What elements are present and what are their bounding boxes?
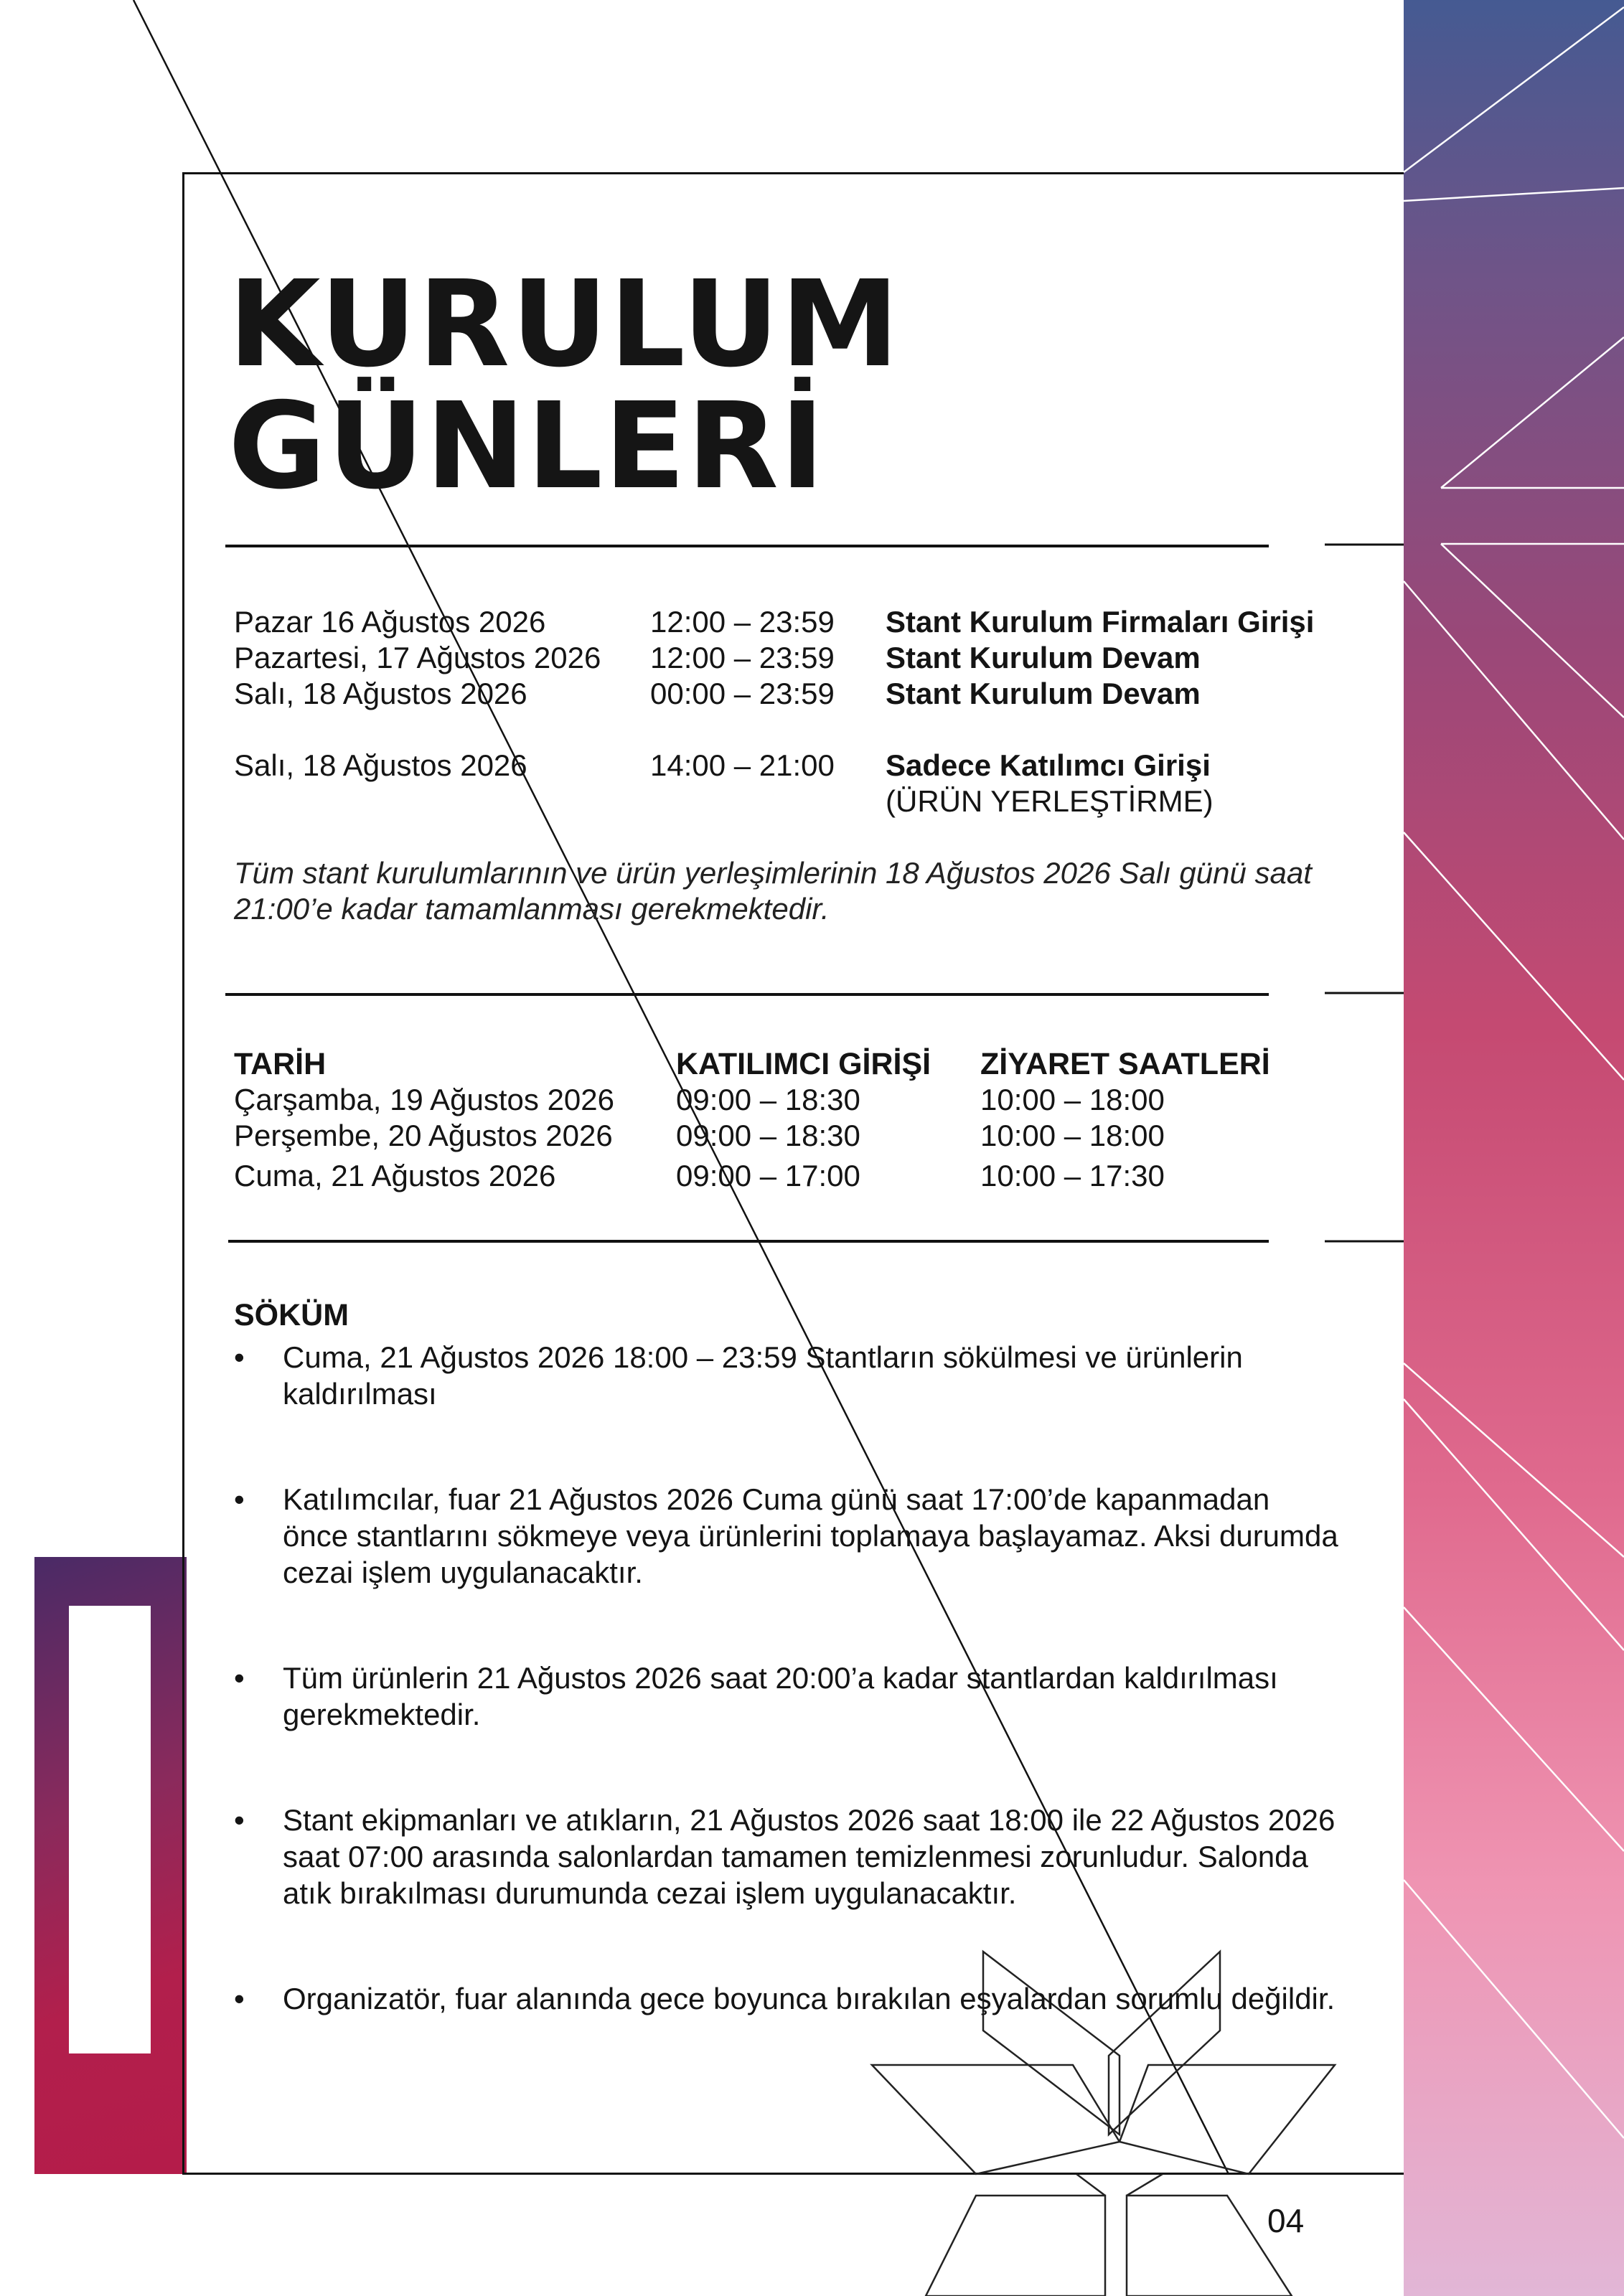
setup-desc: Stant Kurulum Devam bbox=[886, 677, 1201, 710]
list-item bbox=[234, 1802, 1339, 1911]
table-cell: 09:00 – 17:00 bbox=[676, 1159, 860, 1192]
setup-note: Tüm stant kurulumlarının ve ürün yerleşimlerinin 18 Ağustos 2026 Salı günü saat 21:00’e kadar tamamlanması gerekmektedir. bbox=[234, 856, 1312, 926]
header-exhibitor-entry: KATILIMCI GİRİŞİ bbox=[676, 1047, 931, 1081]
list-item-text: Cuma, 21 Ağustos 2026 18:00 – 23:59 Stantların sökülmesi ve ürünlerin kaldırılması bbox=[283, 1340, 1243, 1411]
list-item-text: Stant ekipmanları ve atıkların, 21 Ağustos 2026 saat 18:00 ile 22 Ağustos 2026 saat 07:00 arasında salonlardan tamamen temizlenmesi zorunludur. Salonda atık bırakılması durumunda cezai işlem uygulanacaktır. bbox=[283, 1803, 1336, 1910]
table-cell: Çarşamba, 19 Ağustos 2026 bbox=[234, 1083, 615, 1116]
header-visiting-hours: ZİYARET SAATLERİ bbox=[980, 1047, 1270, 1081]
setup-date: Salı, 18 Ağustos 2026 bbox=[234, 677, 527, 710]
setup-time: 12:00 – 23:59 bbox=[650, 641, 835, 674]
setup-subdesc: (ÜRÜN YERLEŞTİRME) bbox=[886, 784, 1214, 818]
divider-3 bbox=[228, 1240, 1269, 1243]
dismantle-list bbox=[234, 1339, 1339, 2086]
list-item-text: Tüm ürünlerin 21 Ağustos 2026 saat 20:00’a kadar stantlardan kaldırılması gerekmektedir. bbox=[283, 1661, 1278, 1731]
setup-time: 12:00 – 23:59 bbox=[650, 605, 835, 639]
table-cell: 10:00 – 18:00 bbox=[980, 1119, 1165, 1152]
table-cell: 10:00 – 17:30 bbox=[980, 1159, 1165, 1192]
setup-date: Pazartesi, 17 Ağustos 2026 bbox=[234, 641, 601, 674]
setup-desc: Stant Kurulum Devam bbox=[886, 641, 1201, 674]
table-cell: Perşembe, 20 Ağustos 2026 bbox=[234, 1119, 613, 1152]
list-item-text: Katılımcılar, fuar 21 Ağustos 2026 Cuma günü saat 17:00’de kapanmadan önce stantlarını sökmeye veya ürünlerini toplamaya başlayamaz. Aksi durumda cezai işlem uygulanacaktır. bbox=[283, 1482, 1338, 1589]
setup-time: 00:00 – 23:59 bbox=[650, 677, 835, 710]
list-item-text: Organizatör, fuar alanında gece boyunca bırakılan eşyalardan sorumlu değildir. bbox=[283, 1982, 1336, 2015]
table-cell: 09:00 – 18:30 bbox=[676, 1083, 860, 1116]
bullet: • bbox=[234, 1982, 245, 2015]
divider-2 bbox=[225, 993, 1269, 996]
page-number: 04 bbox=[1267, 2202, 1305, 2239]
list-item bbox=[234, 1980, 1339, 2017]
table-cell: Cuma, 21 Ağustos 2026 bbox=[234, 1159, 556, 1192]
list-item bbox=[234, 1339, 1339, 1412]
table-cell: 10:00 – 18:00 bbox=[980, 1083, 1165, 1116]
title-line-1: KURULUM bbox=[228, 255, 901, 394]
table-cell: 09:00 – 18:30 bbox=[676, 1119, 860, 1152]
page-title bbox=[228, 255, 901, 516]
bullet: • bbox=[234, 1661, 245, 1695]
bullet: • bbox=[234, 1482, 245, 1516]
divider-1 bbox=[225, 545, 1269, 547]
header-date: TARİH bbox=[234, 1047, 327, 1081]
dismantle-title: SÖKÜM bbox=[234, 1298, 349, 1332]
setup-date: Pazar 16 Ağustos 2026 bbox=[234, 605, 546, 639]
setup-date: Salı, 18 Ağustos 2026 bbox=[234, 748, 527, 782]
setup-desc: Stant Kurulum Firmaları Girişi bbox=[886, 605, 1315, 639]
bullet: • bbox=[234, 1340, 245, 1374]
list-item bbox=[234, 1481, 1339, 1591]
setup-time: 14:00 – 21:00 bbox=[650, 748, 835, 782]
title-line-2: GÜNLERİ bbox=[228, 377, 826, 516]
list-item bbox=[234, 1660, 1339, 1733]
setup-desc: Sadece Katılımcı Girişi bbox=[886, 748, 1211, 782]
bullet: • bbox=[234, 1803, 245, 1837]
